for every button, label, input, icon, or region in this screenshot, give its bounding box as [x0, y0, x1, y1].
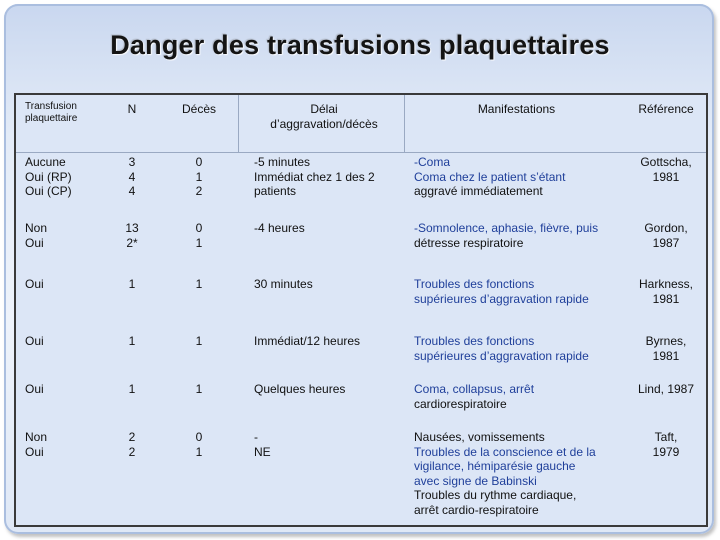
cell-reference-line: 1987	[652, 235, 680, 250]
cell-delai	[254, 334, 404, 349]
header-n: N	[127, 102, 137, 116]
cell-delai	[254, 221, 404, 236]
cell-deces	[172, 382, 226, 397]
header-deces: Décès	[181, 102, 216, 116]
cell-manifestations-line: Coma chez le patient s’étant	[414, 169, 566, 184]
cell-deces	[172, 334, 226, 349]
cell-n-line: 4	[128, 169, 136, 184]
cell-delai-line: -4 heures	[254, 221, 305, 235]
cell-manifestations-line: Troubles du rythme cardiaque,	[414, 488, 577, 502]
cell-deces	[172, 155, 226, 199]
cell-deces-line: 0	[195, 155, 203, 169]
cell-transfusion-line: Oui (RP)	[25, 169, 72, 184]
cell-manifestations-line: aggravé immédiatement	[414, 184, 543, 198]
cell-delai-line: Immédiat/12 heures	[254, 334, 361, 348]
cell-deces-line: 1	[195, 444, 203, 459]
header-reference: Référence	[638, 102, 694, 116]
cell-transfusion-line: Non	[25, 221, 48, 235]
cell-reference	[630, 277, 702, 306]
header-transfusion	[25, 101, 105, 125]
cell-manifestations-line: arrêt cardio-respiratoire	[414, 502, 539, 517]
cell-delai-line: Quelques heures	[254, 382, 346, 396]
cell-manifestations	[414, 382, 619, 411]
cell-manifestations-line: supérieures d’aggravation rapide	[414, 348, 589, 363]
cell-deces	[172, 430, 226, 459]
cell-delai	[254, 155, 404, 199]
cell-manifestations-line: -Coma	[414, 155, 451, 169]
cell-transfusion-line: Oui	[25, 382, 44, 396]
cell-n-line: 1	[128, 382, 136, 396]
header-manifestations: Manifestations	[477, 102, 556, 116]
cell-manifestations	[414, 277, 619, 306]
cell-transfusion-line: Aucune	[25, 155, 66, 169]
cell-delai	[254, 430, 404, 459]
cell-transfusion-line: Non	[25, 430, 48, 444]
cell-n	[112, 382, 152, 397]
cell-delai-line: -	[254, 430, 258, 444]
cell-deces	[172, 277, 226, 292]
cell-delai	[254, 382, 404, 397]
header-divider	[238, 95, 239, 152]
cell-transfusion	[25, 221, 105, 250]
cell-manifestations-line: Troubles de la conscience et de la	[414, 444, 596, 459]
header-transfusion-line2: plaquettaire	[25, 113, 78, 124]
cell-manifestations	[414, 334, 619, 363]
cell-transfusion	[25, 430, 105, 459]
cell-manifestations	[414, 221, 619, 250]
header-separator	[16, 152, 706, 153]
cell-deces-line: 1	[195, 334, 203, 348]
cell-manifestations-line: -Somnolence, aphasie, fièvre, puis	[414, 221, 599, 235]
cell-n	[112, 430, 152, 459]
cell-deces-line: 1	[195, 382, 203, 396]
cell-transfusion	[25, 382, 105, 397]
cell-transfusion-line: Oui (CP)	[25, 184, 72, 198]
cell-n-line: 3	[128, 155, 136, 169]
cell-delai-line: NE	[254, 444, 271, 459]
cell-manifestations-line: détresse respiratoire	[414, 235, 524, 250]
cell-manifestations	[414, 155, 619, 199]
cell-manifestations	[414, 430, 619, 517]
cell-n-line: 2	[128, 430, 136, 444]
cell-deces	[172, 221, 226, 250]
cell-deces-line: 1	[195, 169, 203, 184]
cell-transfusion	[25, 277, 105, 292]
cell-reference	[630, 155, 702, 184]
cell-deces-line: 0	[195, 221, 203, 235]
cell-reference-line: 1979	[652, 444, 680, 459]
header-transfusion-line1: Transfusion	[25, 101, 77, 112]
header-divider	[404, 95, 405, 152]
cell-delai-line: Immédiat chez 1 des 2	[254, 169, 375, 184]
cell-manifestations-line: vigilance, hémiparésie gauche	[414, 459, 576, 473]
cell-n-line: 2	[128, 444, 136, 459]
slide-title: Danger des transfusions plaquettaires	[110, 30, 610, 60]
cell-reference-line: Lind, 1987	[637, 382, 695, 396]
cell-manifestations-line: Troubles des fonctions	[414, 334, 535, 348]
cell-reference-line: 1981	[652, 169, 680, 184]
cell-deces-line: 2	[195, 184, 203, 198]
header-delai-line1: Délai	[310, 102, 338, 116]
cell-reference-line: Gordon,	[644, 221, 688, 235]
cell-transfusion-line: Oui	[25, 235, 44, 250]
cell-n-line: 2*	[126, 235, 138, 250]
cell-delai-line: 30 minutes	[254, 277, 313, 291]
cell-manifestations-line: Coma, collapsus, arrêt	[414, 382, 535, 396]
header-delai	[244, 102, 404, 131]
transfusion-table	[14, 93, 708, 527]
cell-transfusion	[25, 334, 105, 349]
cell-n-line: 1	[128, 334, 136, 348]
cell-transfusion-line: Oui	[25, 334, 44, 348]
cell-reference	[630, 334, 702, 363]
cell-reference-line: Taft,	[654, 430, 678, 444]
cell-reference	[630, 382, 702, 397]
cell-delai	[254, 277, 404, 292]
cell-reference-line: Byrnes,	[645, 334, 687, 348]
cell-n	[112, 277, 152, 292]
cell-n-line: 1	[128, 277, 136, 291]
cell-n-line: 4	[128, 184, 136, 198]
cell-manifestations-line: cardiorespiratoire	[414, 396, 507, 411]
cell-reference	[630, 430, 702, 459]
cell-manifestations-line: Troubles des fonctions	[414, 277, 535, 291]
cell-transfusion-line: Oui	[25, 277, 44, 291]
cell-delai-line: patients	[254, 184, 297, 198]
cell-deces-line: 1	[195, 277, 203, 291]
cell-n	[112, 155, 152, 199]
header-delai-line2: d’aggravation/décès	[270, 116, 378, 131]
cell-reference	[630, 221, 702, 250]
cell-n-line: 13	[125, 221, 139, 235]
cell-n	[112, 221, 152, 250]
cell-manifestations-line: avec signe de Babinski	[414, 473, 537, 488]
cell-reference-line: 1981	[652, 291, 680, 306]
cell-delai-line: -5 minutes	[254, 155, 311, 169]
cell-manifestations-line: Nausées, vomissements	[414, 430, 545, 444]
cell-deces-line: 1	[195, 235, 203, 250]
cell-transfusion-line: Oui	[25, 444, 44, 459]
cell-transfusion	[25, 155, 105, 199]
cell-reference-line: Gottscha,	[640, 155, 692, 169]
cell-reference-line: 1981	[652, 348, 680, 363]
cell-manifestations-line: supérieures d’aggravation rapide	[414, 291, 589, 306]
cell-n	[112, 334, 152, 349]
cell-reference-line: Harkness,	[638, 277, 694, 291]
cell-deces-line: 0	[195, 430, 203, 444]
